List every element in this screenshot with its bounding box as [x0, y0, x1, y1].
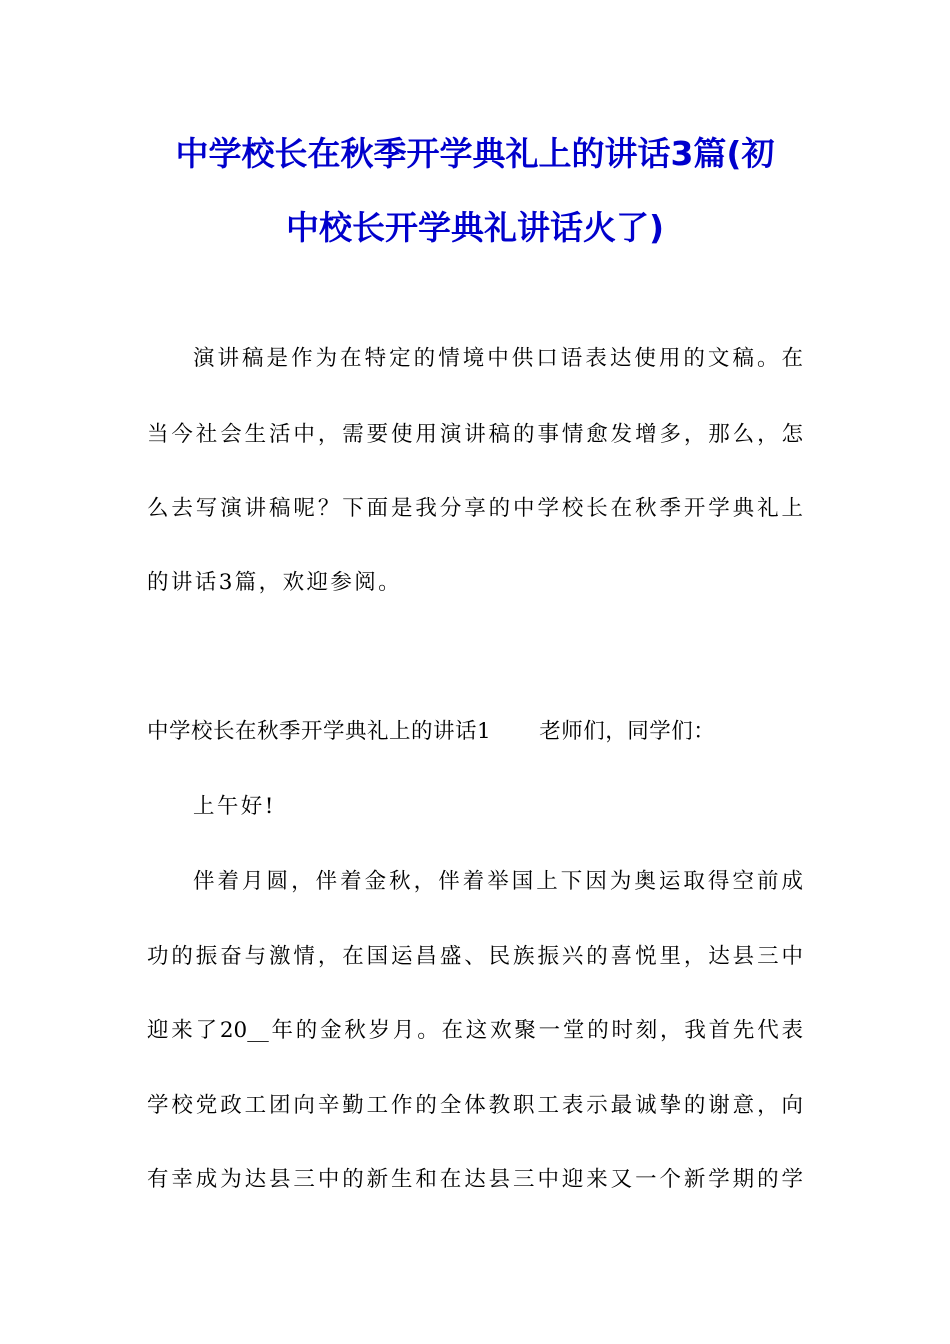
body-line-3: 迎来了20__年的金秋岁月。在这欢聚一堂的时刻，我首先代表 — [147, 1018, 803, 1043]
salutation: 老师们，同学们： — [539, 719, 716, 744]
intro-line-3: 么去写演讲稿呢？下面是我分享的中学校长在秋季开学典礼上 — [147, 496, 803, 521]
document-title-line-2: 中校长开学典礼讲话火了) — [285, 208, 665, 247]
intro-line-2: 当今社会生活中，需要使用演讲稿的事情愈发增多，那么，怎 — [147, 422, 803, 447]
document-title-line-1: 中学校长在秋季开学典礼上的讲话3篇(初 — [175, 134, 775, 173]
intro-line-4: 的讲话3篇，欢迎参阅。 — [147, 570, 403, 595]
body-line-1: 伴着月圆，伴着金秋，伴着举国上下因为奥运取得空前成 — [193, 869, 803, 894]
section-heading: 中学校长在秋季开学典礼上的讲话1 — [147, 719, 492, 744]
body-line-5: 有幸成为达县三中的新生和在达县三中迎来又一个新学期的学 — [147, 1167, 803, 1192]
greeting: 上午好! — [193, 794, 276, 819]
body-line-4: 学校党政工团向辛勤工作的全体教职工表示最诚挚的谢意，向 — [147, 1093, 803, 1118]
body-line-2: 功的振奋与激情，在国运昌盛、民族振兴的喜悦里，达县三中 — [147, 944, 803, 969]
section-heading-row — [147, 717, 803, 747]
intro-line-1: 演讲稿是作为在特定的情境中供口语表达使用的文稿。在 — [193, 346, 803, 371]
